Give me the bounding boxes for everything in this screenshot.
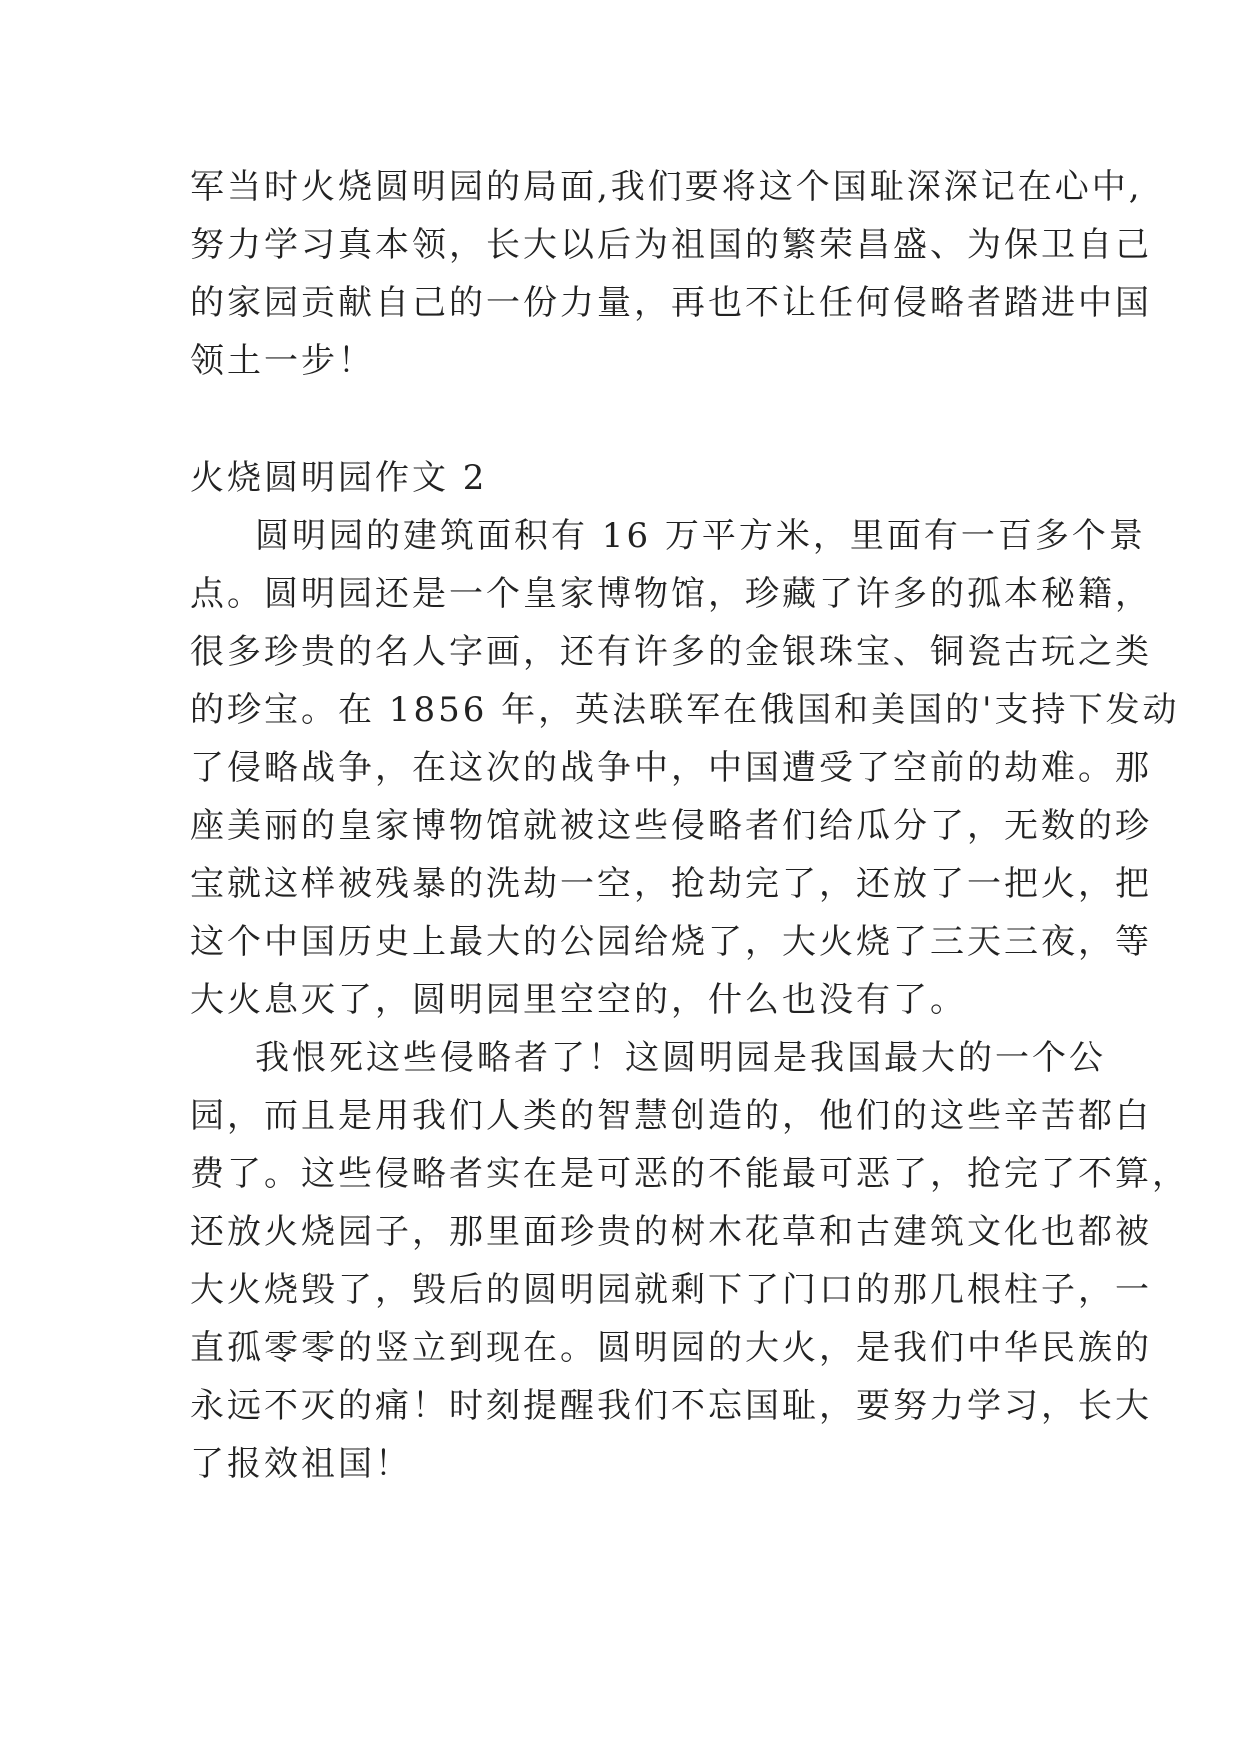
body-text-line: 大火烧毁了，毁后的圆明园就剩下了门口的那几根柱子，一: [190, 1270, 1152, 1310]
body-text-line: 了报效祖国！: [190, 1444, 412, 1484]
body-text-line: 大火息灭了，圆明园里空空的，什么也没有了。: [190, 980, 967, 1020]
body-text-line: 的珍宝。在 1856 年，英法联军在俄国和美国的'支持下发动: [190, 690, 1180, 730]
body-text-line: 了侵略战争，在这次的战争中，中国遭受了空前的劫难。那: [190, 748, 1152, 788]
body-text-line: 这个中国历史上最大的公园给烧了，大火烧了三天三夜，等: [190, 922, 1152, 962]
body-text-line: 很多珍贵的名人字画，还有许多的金银珠宝、铜瓷古玩之类: [190, 632, 1152, 672]
section-heading: 火烧圆明园作文 2: [190, 458, 488, 498]
body-text-line: 宝就这样被残暴的洗劫一空，抢劫完了，还放了一把火，把: [190, 864, 1152, 904]
body-text-line: 永远不灭的痛！时刻提醒我们不忘国耻，要努力学习，长大: [190, 1386, 1152, 1426]
body-text-line: 军当时火烧圆明园的局面,我们要将这个国耻深深记在心中,: [190, 167, 1143, 207]
body-text-line: 园，而且是用我们人类的智慧创造的，他们的这些辛苦都白: [190, 1096, 1152, 1136]
body-text-line: 的家园贡献自己的一份力量，再也不让任何侵略者踏进中国: [190, 283, 1152, 323]
body-text-line: 点。圆明园还是一个皇家博物馆，珍藏了许多的孤本秘籍，: [190, 574, 1152, 614]
body-text-line: 直孤零零的竖立到现在。圆明园的大火，是我们中华民族的: [190, 1328, 1152, 1368]
body-text-line: 费了。这些侵略者实在是可恶的不能最可恶了，抢完了不算，: [190, 1154, 1189, 1194]
body-text-line: 领土一步！: [190, 341, 375, 381]
paragraph-first-line: 我恨死这些侵略者了！这圆明园是我国最大的一个公: [255, 1038, 1106, 1078]
body-text-line: 座美丽的皇家博物馆就被这些侵略者们给瓜分了，无数的珍: [190, 806, 1152, 846]
paragraph-first-line: 圆明园的建筑面积有 16 万平方米，里面有一百多个景: [255, 516, 1146, 556]
body-text-line: 努力学习真本领，长大以后为祖国的繁荣昌盛、为保卫自己: [190, 225, 1152, 265]
body-text-line: 还放火烧园子，那里面珍贵的树木花草和古建筑文化也都被: [190, 1212, 1152, 1252]
